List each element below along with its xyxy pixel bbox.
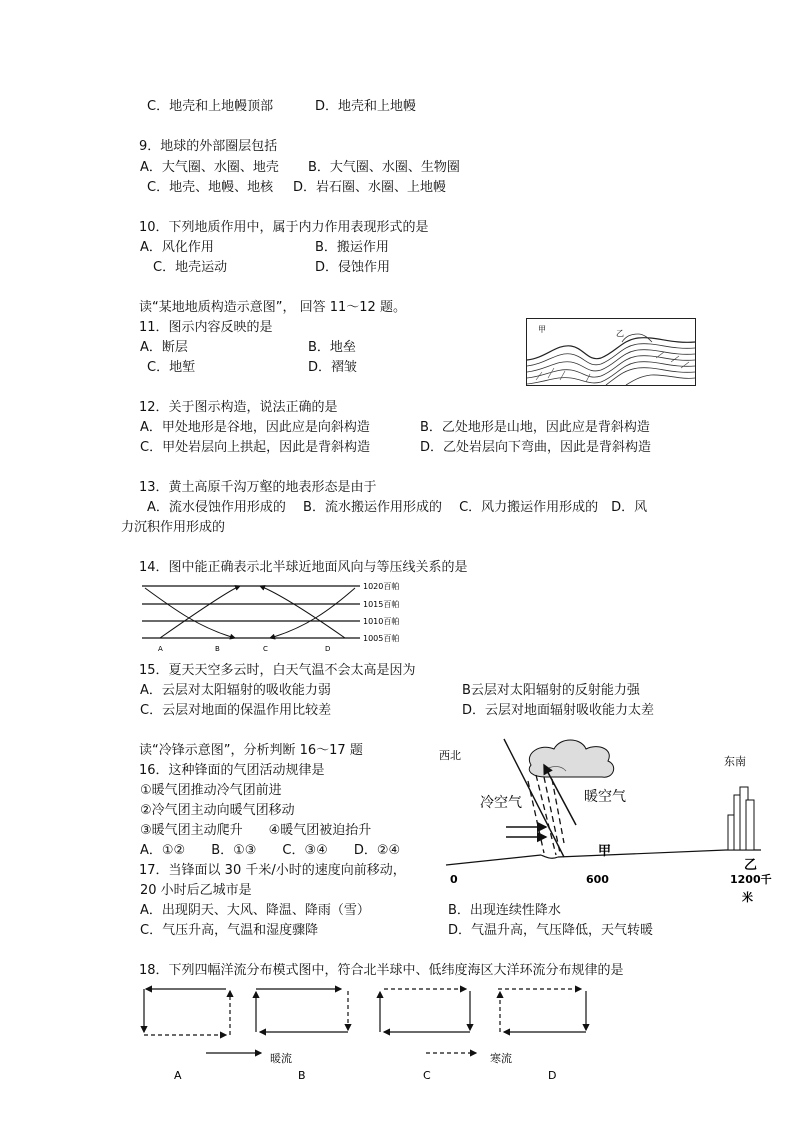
q11-option-a: A．断层 <box>140 340 188 355</box>
pattern-label-a: A <box>174 1069 182 1082</box>
q15-option-c: C．云层对地面的保温作用比较差 <box>140 703 332 718</box>
legend-warm-current: 暖流 <box>270 1052 292 1065</box>
reading-prompt-cold-front: 读“冷锋示意图”，分析判断 16～17 题 <box>139 743 363 758</box>
isobar-point-a: A <box>158 645 163 653</box>
q10-option-b: B．搬运作用 <box>315 240 389 255</box>
front-label-southeast: 东南 <box>724 755 746 768</box>
isobar-wind-figure <box>140 580 410 652</box>
q11-stem: 11．图示内容反映的是 <box>139 320 273 335</box>
q16-options: A．①② B．①③ C．③④ D．②④ <box>140 843 401 858</box>
q10-option-d: D．侵蚀作用 <box>315 260 391 275</box>
q17-option-b: B．出现连续性降水 <box>448 903 561 918</box>
current-pattern-d <box>498 989 586 1032</box>
reading-prompt-geology: 读“某地地质构造示意图”， 回答 11～12 题。 <box>139 300 406 315</box>
q14-stem: 14．图中能正确表示北半球近地面风向与等压线关系的是 <box>139 560 468 575</box>
front-axis-unit: 米 <box>742 891 753 904</box>
q16-statement-1: ①暖气团推动冷气团前进 <box>140 783 282 798</box>
isobar-label-1015: 1015百帕 <box>363 600 400 609</box>
q9-option-c: C．地壳、地幔、地核 <box>147 180 274 195</box>
q11-option-b: B．地垒 <box>308 340 356 355</box>
front-label-jia: 甲 <box>598 844 612 859</box>
q16-statement-3-4: ③暖气团主动爬升 ④暖气团被迫抬升 <box>140 823 372 838</box>
q12-option-a: A．甲处地形是谷地，因此应是向斜构造 <box>140 420 370 435</box>
q15-option-a: A．云层对太阳辐射的吸收能力弱 <box>140 683 331 698</box>
isobar-label-1005: 1005百帕 <box>363 634 400 643</box>
q17-stem: 17．当锋面以 30 千米/小时的速度向前移动， <box>139 863 406 878</box>
front-axis-1200: 1200千 <box>730 873 772 886</box>
geologic-structure-figure <box>526 318 696 386</box>
legend-cold-current: 寒流 <box>490 1052 512 1065</box>
q12-option-c: C．甲处岩层向上拱起，因此是背斜构造 <box>140 440 371 455</box>
q10-option-a: A．风化作用 <box>140 240 214 255</box>
q13-stem: 13．黄土高原千沟万壑的地表形态是由于 <box>139 480 377 495</box>
q18-stem: 18．下列四幅洋流分布模式图中，符合北半球中、低纬度海区大洋环流分布规律的是 <box>139 963 624 978</box>
current-pattern-a <box>144 989 230 1035</box>
pattern-label-b: B <box>298 1069 306 1082</box>
isobar-label-1010: 1010百帕 <box>363 617 400 626</box>
q11-option-d: D．褶皱 <box>308 360 358 375</box>
q17-option-c: C．气压升高，气温和湿度骤降 <box>140 923 319 938</box>
ocean-current-figure <box>136 980 606 1080</box>
current-pattern-b <box>256 989 348 1032</box>
front-label-northwest: 西北 <box>439 749 461 762</box>
front-axis-600: 600 <box>586 873 609 886</box>
isobar-point-b: B <box>215 645 220 653</box>
front-label-yi: 乙 <box>744 858 758 873</box>
q15-option-d: D．云层对地面辐射吸收能力太差 <box>462 703 655 718</box>
q9-option-d: D．岩石圈、水圈、上地幔 <box>293 180 447 195</box>
fig-label-jia: 甲 <box>538 325 546 334</box>
q16-statement-2: ②冷气团主动向暖气团移动 <box>140 803 295 818</box>
current-pattern-c <box>380 989 470 1032</box>
q9-stem: 9．地球的外部圈层包括 <box>139 139 278 154</box>
q15-option-b: B云层对太阳辐射的反射能力强 <box>462 683 640 698</box>
pattern-label-c: C <box>423 1069 431 1082</box>
q15-stem: 15．夏天天空多云时，白天气温不会太高是因为 <box>139 663 416 678</box>
q10-option-c: C．地壳运动 <box>153 260 228 275</box>
q17-option-d: D．气温升高，气压降低，天气转暖 <box>448 923 654 938</box>
cold-front-figure <box>436 735 776 905</box>
q12-stem: 12．关于图示构造，说法正确的是 <box>139 400 338 415</box>
fig-label-yi: 乙 <box>616 329 624 338</box>
isobar-point-c: C <box>263 645 268 653</box>
q8-option-d: D．地壳和上地幔 <box>315 99 417 114</box>
q17-stem-line-2: 20 小时后乙城市是 <box>140 883 252 898</box>
front-axis-0: 0 <box>450 873 458 886</box>
q13-options-wrap: 力沉积作用形成的 <box>121 520 226 535</box>
front-label-cold-air: 冷空气 <box>480 795 522 811</box>
pattern-label-d: D <box>548 1069 557 1082</box>
q17-option-a: A．出现阴天、大风、降温、降雨（雪） <box>140 903 370 918</box>
q16-stem: 16．这种锋面的气团活动规律是 <box>139 763 325 778</box>
q13-options-line: A．流水侵蚀作用形成的 B．流水搬运作用形成的 C．风力搬运作用形成的 D．风 <box>147 500 648 515</box>
q9-option-b: B．大气圈、水圈、生物圈 <box>308 160 460 175</box>
q12-option-b: B．乙处地形是山地，因此应是背斜构造 <box>420 420 650 435</box>
q9-option-a: A．大气圈、水圈、地壳 <box>140 160 279 175</box>
isobar-label-1020: 1020百帕 <box>363 582 400 591</box>
front-label-warm-air: 暖空气 <box>584 789 626 805</box>
q12-option-d: D．乙处岩层向下弯曲，因此是背斜构造 <box>420 440 652 455</box>
q11-option-c: C．地堑 <box>147 360 196 375</box>
q10-stem: 10．下列地质作用中，属于内力作用表现形式的是 <box>139 220 429 235</box>
isobar-point-d: D <box>325 645 331 653</box>
q8-option-c: C．地壳和上地幔顶部 <box>147 99 274 114</box>
